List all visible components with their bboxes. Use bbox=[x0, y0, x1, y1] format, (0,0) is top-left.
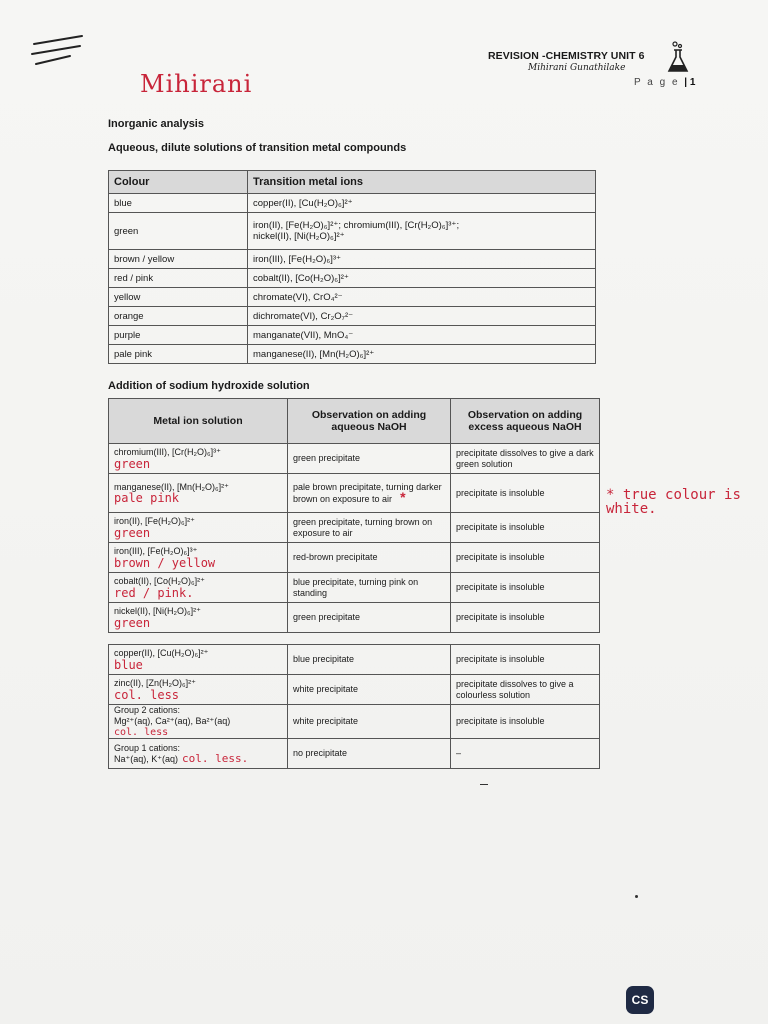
table-row bbox=[109, 645, 600, 675]
table-header-row bbox=[109, 171, 596, 194]
table-row bbox=[109, 213, 596, 250]
metal-ions-line bbox=[114, 751, 282, 765]
table-row bbox=[109, 444, 600, 474]
excess-cell: precipitate is insoluble bbox=[451, 474, 600, 513]
colour-cell: red / pink bbox=[109, 269, 248, 288]
metal-ions: Mg²⁺(aq), Ca²⁺(aq), Ba²⁺(aq) bbox=[114, 715, 231, 726]
pen-scribble-icon bbox=[30, 30, 86, 70]
metal-cell bbox=[109, 573, 288, 603]
table-row bbox=[109, 513, 600, 543]
colour-cell: green bbox=[109, 213, 248, 250]
ions-cell: manganate(VII), MnO₄⁻ bbox=[248, 326, 596, 345]
table-row bbox=[109, 705, 600, 739]
ions-line: nickel(II), [Ni(H₂O)₆]²⁺ bbox=[253, 231, 345, 242]
metal-cell bbox=[109, 705, 288, 739]
flask-logo-icon bbox=[666, 40, 690, 74]
excess-cell: precipitate is insoluble bbox=[451, 513, 600, 543]
asterisk-mark: * bbox=[400, 489, 406, 505]
ions-cell bbox=[248, 213, 596, 250]
metal-name: cobalt(II), [Co(H₂O)₆]²⁺ bbox=[114, 576, 205, 587]
ions-cell: cobalt(II), [Co(H₂O)₆]²⁺ bbox=[248, 269, 596, 288]
heading-inorganic-analysis: Inorganic analysis bbox=[108, 118, 204, 130]
handwritten-colour: col. less. bbox=[182, 751, 249, 765]
column-header-excess: Observation on adding excess aqueous NaOH bbox=[451, 399, 600, 444]
metal-ions: Na⁺(aq), K⁺(aq) bbox=[114, 753, 179, 764]
table-row bbox=[109, 307, 596, 326]
ions-cell: dichromate(VI), Cr₂O₇²⁻ bbox=[248, 307, 596, 326]
excess-cell: precipitate is insoluble bbox=[451, 645, 600, 675]
handwritten-colour: col. less bbox=[114, 687, 180, 702]
asterisk-mark: * bbox=[606, 487, 615, 503]
metal-name: chromium(III), [Cr(H₂O)₆]³⁺ bbox=[114, 447, 221, 458]
table-row bbox=[109, 250, 596, 269]
observation-cell: green precipitate bbox=[288, 444, 451, 474]
colour-cell: blue bbox=[109, 194, 248, 213]
document-author: Mihirani Gunathilake bbox=[528, 63, 626, 73]
table-row bbox=[109, 543, 600, 573]
observation-cell: white precipitate bbox=[288, 705, 451, 739]
column-header-metal: Metal ion solution bbox=[109, 399, 288, 444]
excess-cell: precipitate is insoluble bbox=[451, 573, 600, 603]
handwritten-note bbox=[606, 488, 766, 516]
metal-cell bbox=[109, 603, 288, 633]
observation-cell: green precipitate, turning brown on exposure to air bbox=[288, 513, 451, 543]
metal-name: iron(III), [Fe(H₂O)₆]³⁺ bbox=[114, 546, 198, 557]
excess-cell: precipitate is insoluble bbox=[451, 543, 600, 573]
page-number bbox=[634, 77, 695, 88]
ions-cell: chromate(VI), CrO₄²⁻ bbox=[248, 288, 596, 307]
metal-cell bbox=[109, 739, 288, 769]
excess-cell: precipitate dissolves to give a dark green solution bbox=[451, 444, 600, 474]
metal-cell bbox=[109, 675, 288, 705]
column-header-ions: Transition metal ions bbox=[248, 171, 596, 194]
ions-line: iron(II), [Fe(H₂O)₆]²⁺; chromium(III), [Cr(H₂O)₆]³⁺; bbox=[253, 220, 460, 231]
table-row bbox=[109, 326, 596, 345]
handwritten-colour: pale pink bbox=[114, 491, 180, 506]
handwritten-colour: green bbox=[114, 456, 151, 471]
observation-text: pale brown precipitate, turning darker brown on exposure to air bbox=[293, 481, 442, 504]
table-row bbox=[109, 288, 596, 307]
naoh-table-continued bbox=[108, 644, 600, 769]
metal-name: manganese(II), [Mn(H₂O)₆]²⁺ bbox=[114, 481, 229, 492]
camscanner-badge: CS bbox=[626, 986, 654, 1014]
metal-cell bbox=[109, 645, 288, 675]
observation-cell: green precipitate bbox=[288, 603, 451, 633]
metal-name: iron(II), [Fe(H₂O)₆]²⁺ bbox=[114, 516, 195, 527]
metal-cell bbox=[109, 543, 288, 573]
stray-dot bbox=[635, 895, 638, 898]
naoh-table bbox=[108, 398, 600, 633]
ions-cell: iron(III), [Fe(H₂O)₆]³⁺ bbox=[248, 250, 596, 269]
observation-cell bbox=[288, 474, 451, 513]
table-header-row bbox=[109, 399, 600, 444]
table-row bbox=[109, 194, 596, 213]
observation-cell: red-brown precipitate bbox=[288, 543, 451, 573]
colour-cell: yellow bbox=[109, 288, 248, 307]
table-row bbox=[109, 573, 600, 603]
colour-cell: orange bbox=[109, 307, 248, 326]
section-title-aqueous: Aqueous, dilute solutions of transition metal compounds bbox=[108, 142, 407, 154]
observation-cell: white precipitate bbox=[288, 675, 451, 705]
excess-cell: precipitate dissolves to give a colourless solution bbox=[451, 675, 600, 705]
metal-cell bbox=[109, 513, 288, 543]
table-row bbox=[109, 739, 600, 769]
handwritten-colour: red / pink. bbox=[114, 585, 194, 600]
table-row bbox=[109, 603, 600, 633]
ions-cell: copper(II), [Cu(H₂O)₆]²⁺ bbox=[248, 194, 596, 213]
metal-name: Group 2 cations: bbox=[114, 705, 181, 715]
metal-name: Group 1 cations: bbox=[114, 743, 181, 753]
table-row bbox=[109, 269, 596, 288]
metal-cell bbox=[109, 474, 288, 513]
excess-cell: precipitate is insoluble bbox=[451, 603, 600, 633]
metal-cell bbox=[109, 444, 288, 474]
metal-name: copper(II), [Cu(H₂O)₆]²⁺ bbox=[114, 648, 209, 659]
observation-cell: blue precipitate bbox=[288, 645, 451, 675]
observation-cell: blue precipitate, turning pink on standing bbox=[288, 573, 451, 603]
colour-table bbox=[108, 170, 596, 364]
handwritten-colour: blue bbox=[114, 657, 143, 672]
note-text: true colour is white. bbox=[606, 487, 741, 517]
handwritten-signature: Mihirani bbox=[140, 70, 253, 98]
excess-cell: – bbox=[451, 739, 600, 769]
table-row bbox=[109, 474, 600, 513]
colour-cell: brown / yellow bbox=[109, 250, 248, 269]
handwritten-colour: green bbox=[114, 615, 151, 630]
colour-cell: purple bbox=[109, 326, 248, 345]
page-label: P a g e bbox=[634, 77, 680, 88]
colour-cell: pale pink bbox=[109, 345, 248, 364]
ions-cell: manganese(II), [Mn(H₂O)₆]²⁺ bbox=[248, 345, 596, 364]
page-number-value: | 1 bbox=[684, 77, 696, 88]
stray-dash bbox=[480, 784, 488, 785]
column-header-colour: Colour bbox=[109, 171, 248, 194]
table-row bbox=[109, 675, 600, 705]
observation-cell: no precipitate bbox=[288, 739, 451, 769]
section-title-naoh: Addition of sodium hydroxide solution bbox=[108, 380, 310, 392]
table-row bbox=[109, 345, 596, 364]
metal-name: nickel(II), [Ni(H₂O)₆]²⁺ bbox=[114, 606, 201, 617]
handwritten-colour: green bbox=[114, 525, 151, 540]
document-title: REVISION -CHEMISTRY UNIT 6 bbox=[488, 50, 645, 62]
handwritten-colour: brown / yellow bbox=[114, 555, 216, 570]
excess-cell: precipitate is insoluble bbox=[451, 705, 600, 739]
handwritten-colour: col. less bbox=[114, 727, 169, 738]
column-header-observation: Observation on adding aqueous NaOH bbox=[288, 399, 451, 444]
metal-name: zinc(II), [Zn(H₂O)₆]²⁺ bbox=[114, 678, 196, 689]
